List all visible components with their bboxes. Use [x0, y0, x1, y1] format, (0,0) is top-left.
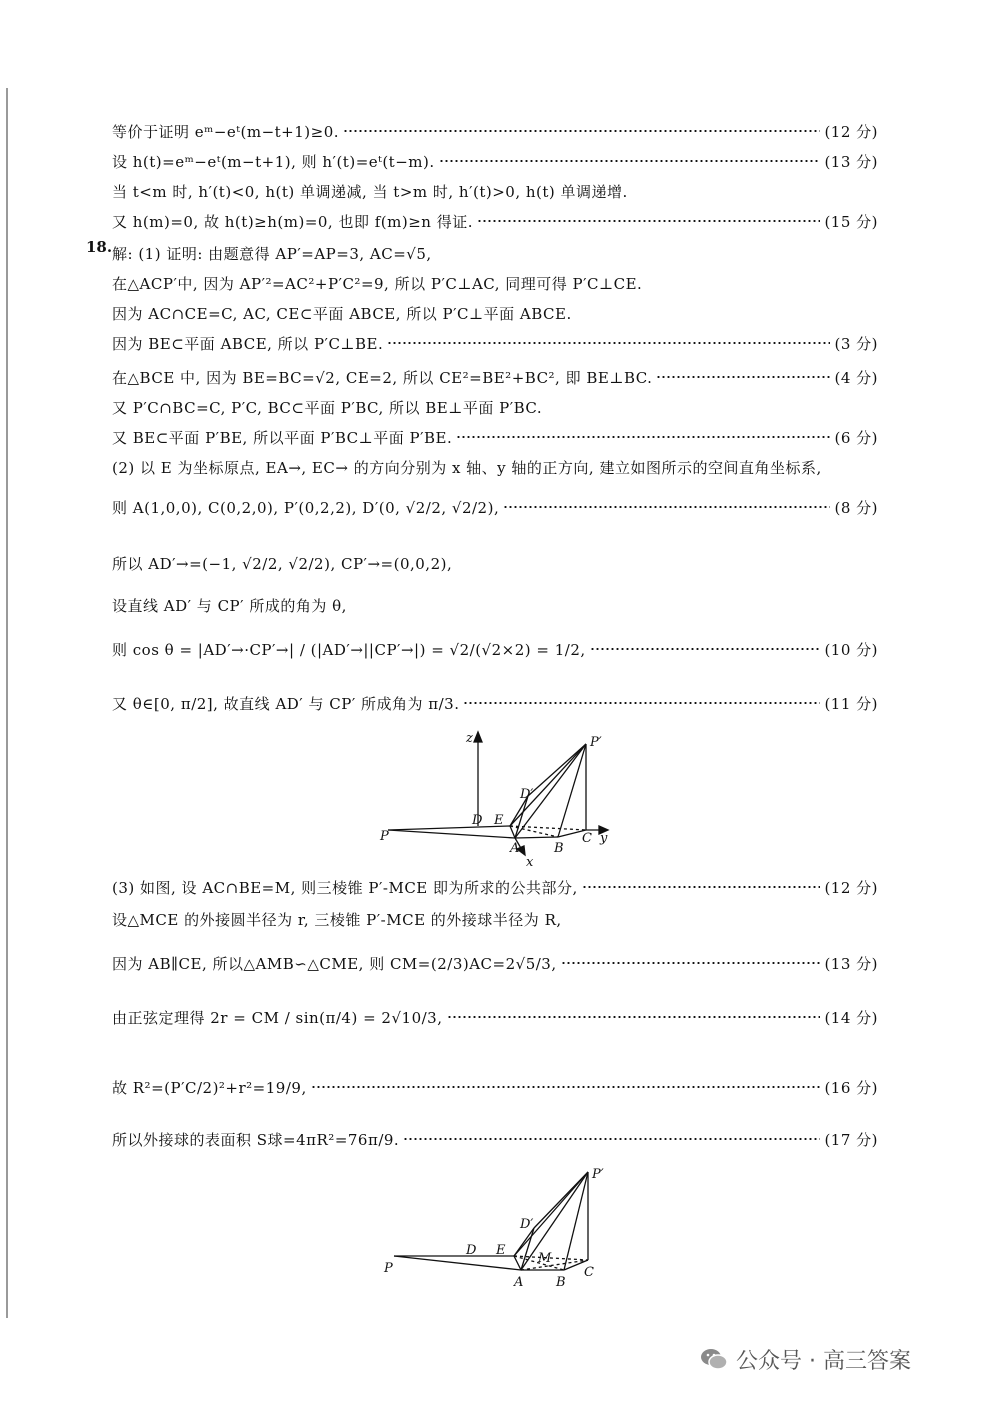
solution-line: 由正弦定理得 2r = CM / sin(π/4) = 2√10/3, (14 分) [112, 1008, 878, 1027]
watermark-text: 公众号 · 高三答案 [736, 1348, 911, 1374]
solution-line: 在△BCE 中, 因为 BE=BC=√2, CE=2, 所以 CE²=BE²+BC², 即 BE⊥BC. (4 分) [112, 368, 878, 387]
solution-line: 解: (1) 证明: 由题意得 AP′=AP=3, AC=√5, [112, 244, 432, 263]
figure-label: P′ [590, 735, 602, 750]
solution-line: (2) 以 E 为坐标原点, EA→, EC→ 的方向分别为 x 轴、y 轴的正方向, 建立如图所示的空间直角坐标系, [112, 458, 822, 477]
solution-line: 因为 BE⊂平面 ABCE, 所以 P′C⊥BE. (3 分) [112, 334, 878, 353]
figure-label: C [584, 1265, 594, 1280]
figure-label: y [600, 831, 608, 846]
solution-line: 则 cos θ = |AD′→·CP′→| / (|AD′→||CP′→|) = √2/(√2×2) = 1/2, (10 分) [112, 640, 878, 659]
figure-label: C [582, 831, 592, 846]
wechat-icon [700, 1347, 728, 1371]
figure-label: B [554, 841, 564, 856]
figure-label: x [526, 855, 534, 870]
coordinate-figure [370, 726, 630, 870]
solution-line: 则 A(1,0,0), C(0,2,0), P′(0,2,2), D′(0, √2/2, √2/2), (8 分) [112, 498, 878, 517]
figure-label: A [514, 1275, 524, 1290]
figure-label: D [472, 813, 483, 828]
solution-line: 故 R²=(P′C/2)²+r²=19/9, (16 分) [112, 1078, 878, 1097]
solution-line: 又 BE⊂平面 P′BE, 所以平面 P′BC⊥平面 P′BE. (6 分) [112, 428, 878, 447]
solution-line: (3) 如图, 设 AC∩BE=M, 则三棱锥 P′-MCE 即为所求的公共部分, (12 分) [112, 878, 878, 897]
solution-line: 设直线 AD′ 与 CP′ 所成的角为 θ, [112, 596, 347, 615]
solution-line: 设 h(t)=eᵐ−eᵗ(m−t+1), 则 h′(t)=eᵗ(t−m). (13 分) [112, 152, 878, 171]
figure-label: D [466, 1243, 477, 1258]
figure-label: M [538, 1251, 552, 1266]
solution-line: 又 h(m)=0, 故 h(t)≥h(m)=0, 也即 f(m)≥n 得证. (15 分) [112, 212, 878, 231]
solution-line: 当 t<m 时, h′(t)<0, h(t) 单调递减, 当 t>m 时, h′(t)>0, h(t) 单调递增. [112, 182, 628, 201]
page-edge [6, 88, 8, 1318]
solution-line: 因为 AB∥CE, 所以△AMB∽△CME, 则 CM=(2/3)AC=2√5/3, (13 分) [112, 954, 878, 973]
solution-line: 又 θ∈[0, π/2], 故直线 AD′ 与 CP′ 所成角为 π/3. (11 分) [112, 694, 878, 713]
solution-line: 又 P′C∩BC=C, P′C, BC⊂平面 P′BC, 所以 BE⊥平面 P′BC. [112, 398, 543, 417]
solution-line: 所以 AD′→=(−1, √2/2, √2/2), CP′→=(0,0,2), [112, 554, 453, 573]
figure-label: A [510, 841, 520, 856]
figure-label: E [494, 813, 504, 828]
figure-label: P′ [592, 1167, 604, 1182]
figure-label: D′ [520, 787, 534, 802]
solution-line: 在△ACP′中, 因为 AP′²=AC²+P′C²=9, 所以 P′C⊥AC, 同理可得 P′C⊥CE. [112, 274, 643, 293]
solution-line: 等价于证明 eᵐ−eᵗ(m−t+1)≥0. (12 分) [112, 122, 878, 141]
figure-label: D′ [520, 1217, 534, 1232]
figure-label: P [384, 1261, 393, 1276]
solution-line: 设△MCE 的外接圆半径为 r, 三棱锥 P′-MCE 的外接球半径为 R, [112, 910, 562, 929]
solution-line: 所以外接球的表面积 S球=4πR²=76π/9. (17 分) [112, 1130, 878, 1149]
figure-label: B [556, 1275, 566, 1290]
watermark [700, 1344, 911, 1374]
figure-label: E [496, 1243, 506, 1258]
solution-line: 因为 AC∩CE=C, AC, CE⊂平面 ABCE, 所以 P′C⊥平面 ABCE. [112, 304, 572, 323]
figure-label: z [466, 731, 473, 746]
figure-label: P [380, 829, 389, 844]
pyramid-figure [376, 1164, 616, 1292]
question-number: 18. [86, 238, 113, 256]
